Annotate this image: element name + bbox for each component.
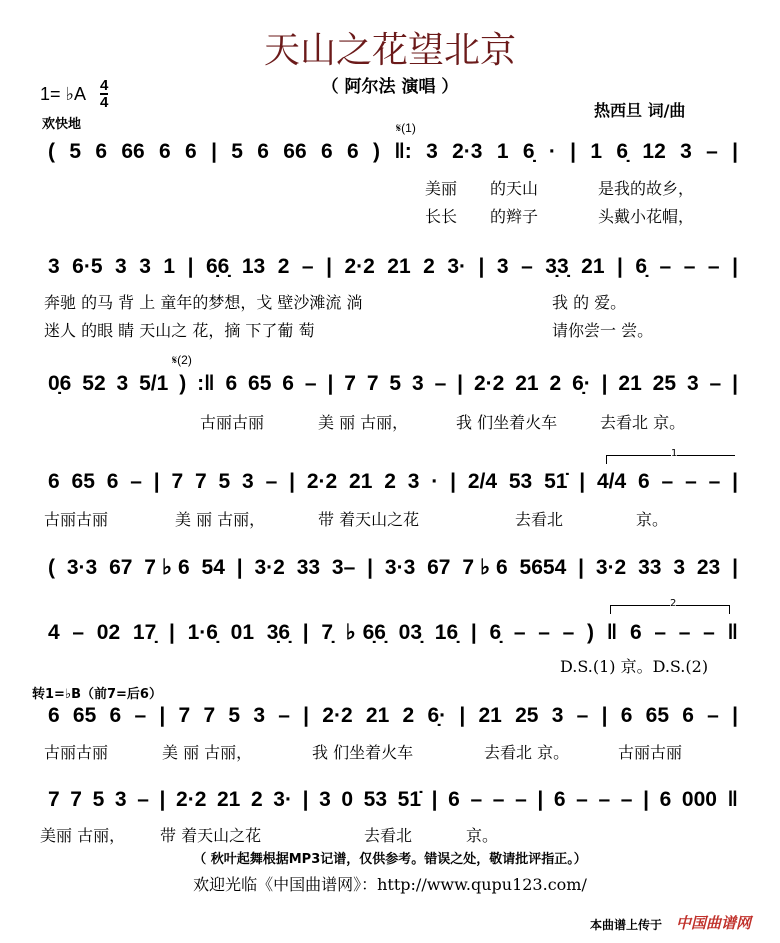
lyric: 美 丽 古丽， [162,743,253,762]
lyric: 美 丽 古丽， [318,413,409,432]
notes-system-8: 7 7 5 3 – | 2·2 21 2 3· | 3 0 53 51̇ | 6 – – – | 6 – – – | 6 000 ‖ [48,788,738,811]
lyric: 美丽 [425,179,458,198]
modulation-marking: 转1=♭B（前7=后6） [32,687,162,702]
upload-credit: 本曲谱上传于 [590,918,663,932]
lyric: 古丽古丽 [618,743,683,762]
lyric: 美 丽 古丽， [175,510,266,529]
lyric: 带 着天山之花 [160,826,262,845]
tempo-marking: 欢快地 [42,117,82,132]
lyric: 去看北 京。 [600,413,686,432]
lyric: 是我的故乡， [598,179,695,198]
lyric: 京。 [466,826,499,845]
lyric: 的天山 [490,179,539,198]
lyric: 迷人 的眼 睛 天山之 花，摘 下了葡 萄 [44,321,315,340]
lyric: 古丽古丽 [44,743,109,762]
author-credit: 热西旦 词/曲 [594,101,686,120]
dal-segno-text: D.S.(1) 京。D.S.(2) [560,657,709,676]
lyric: 京。 [636,510,669,529]
volta-bracket-1 [606,448,735,464]
lyric: 去看北 [515,510,564,529]
lyric: 请你尝一 尝。 [552,321,654,340]
lyric: 的辫子 [490,207,539,226]
notes-system-7: 6 65 6 – | 7 7 5 3 – | 2·2 21 2 6̣· | 21 25 3 – | 6 65 6 – | [48,704,738,727]
notes-system-5: ( 3·3 67 7♭6 54 | 3·2 33 3– | 3·3 67 7♭6 5654 | 3·2 33 3 23 | [48,556,738,579]
lyric: 头戴小花帽， [598,207,695,226]
song-title: 天山之花望北京 [263,30,516,71]
volta-bracket-2 [610,598,730,614]
volta-number: 2 [670,598,677,609]
notes-system-4: 6 65 6 – | 7 7 5 3 – | 2·2 21 2 3 · | 2/4 53 51̇ | 4/4 6 – – – | [48,470,738,493]
lyric: 去看北 [364,826,413,845]
lyric: 美丽 古丽， [40,826,126,845]
segno-2: 𝄋(2) [172,353,192,367]
volta-number: 1 [671,448,678,459]
lyric: 长长 [425,207,458,226]
lyric: 带 着天山之花 [318,510,420,529]
key-signature: 1= ♭A [40,84,87,104]
notes-system-3: 0̣6 52 3 5/1 ) :‖ 6 65 6 – | 7 7 5 3 – | 2·2 21 2 6̣· | 21 25 3 – | [48,372,738,395]
lyric: 去看北 京。 [484,743,570,762]
welcome-link[interactable]: 欢迎光临《中国曲谱网》：http://www.qupu123.com/ [193,875,587,894]
segno-1: 𝄋(1) [396,121,416,135]
time-top: 4 [100,77,109,94]
transcription-note: （ 秋叶起舞根据MP3记谱，仅供参考。错误之处，敬请批评指正。） [193,852,587,867]
time-signature [100,78,108,110]
lyric: 我 们坐着火车 [456,413,558,432]
site-logo: 中国曲谱网 [676,914,752,932]
time-bottom: 4 [100,94,109,111]
lyric: 古丽古丽 [44,510,109,529]
lyric: 奔驰 的马 背 上 童年的梦想，戈 壁沙滩流 淌 [44,293,363,312]
lyric: 古丽古丽 [200,413,265,432]
lyric: 我 们坐着火车 [312,743,414,762]
notes-system-6: 4 – 02 17̣ | 1·6̣ 01 3̣6̣ | 7̣ ♭6̣6̣ 03̣ 16̣ | 6̣ – – – ) ‖ 6 – – – ‖ [48,621,738,644]
notes-system-1: ( 5 6 66 6 6 | 5 6 66 6 6 ) ‖: 3 2·3 1 6̣ · | 1 6̣ 12 3 – | [48,140,738,163]
performer: （ 阿尔法 演唱 ） [321,77,459,97]
notes-system-2: 3 6·5 3 3 1 | 6̣6̣ 13 2 – | 2·2 21 2 3· | 3 – 3̣3̣ 21 | 6̣ – – – | [48,255,738,278]
lyric: 我 的 爱。 [552,293,627,312]
